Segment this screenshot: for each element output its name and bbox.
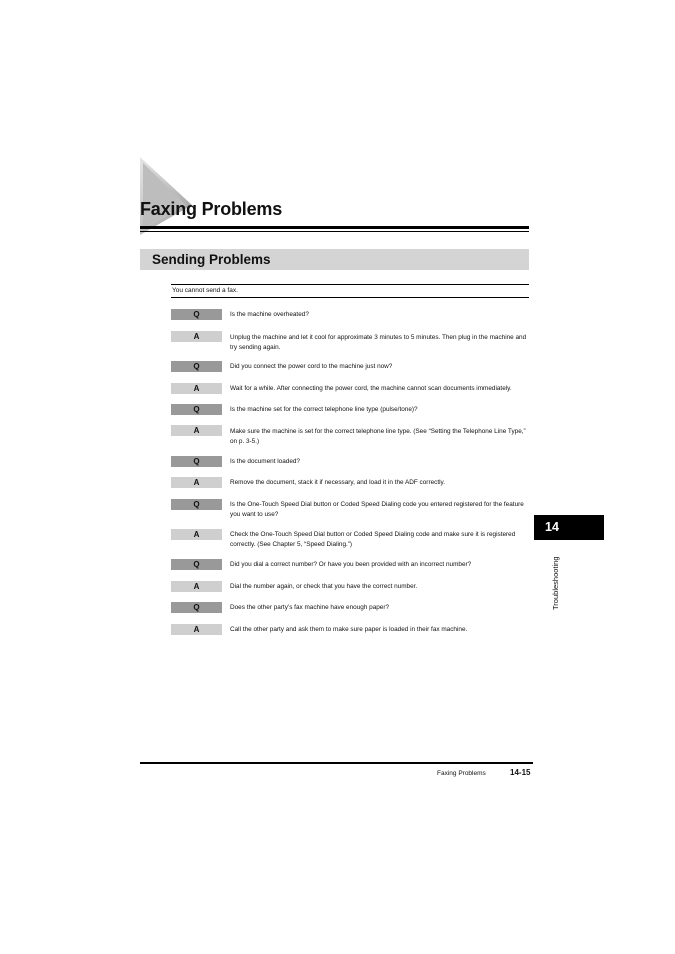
answer-label: A — [171, 477, 222, 488]
title-rule-thick — [140, 226, 529, 229]
title-rule-thin — [140, 231, 529, 232]
footer-page-number: 14-15 — [510, 768, 531, 777]
answer-label: A — [171, 383, 222, 394]
answer-label: A — [171, 529, 222, 540]
problem-rule-top — [171, 284, 529, 285]
answer-text: Check the One-Touch Speed Dial button or Coded Speed Dialing code and make sure it is registered correctly. (See Chapter 5, “Speed Dialing.”) — [230, 531, 516, 548]
chapter-side-label: Troubleshooting — [551, 556, 560, 610]
question-label: Q — [171, 361, 222, 372]
question-text: Does the other party’s fax machine have enough paper? — [230, 604, 390, 611]
answer-label: A — [171, 425, 222, 436]
footer-section-name: Faxing Problems — [437, 770, 486, 777]
answer-text: Call the other party and ask them to make sure paper is loaded in their fax machine. — [230, 626, 468, 633]
question-label: Q — [171, 309, 222, 320]
question-text: Is the machine set for the correct telephone line type (pulse/tone)? — [230, 406, 418, 413]
question-label: Q — [171, 456, 222, 467]
problem-statement: You cannot send a fax. — [172, 287, 238, 294]
question-text: Did you dial a correct number? Or have you been provided with an incorrect number? — [230, 561, 472, 568]
question-label: Q — [171, 499, 222, 510]
answer-text: Make sure the machine is set for the correct telephone line type. (See “Setting the Telephone Line Type,” on p. 3-5.) — [230, 428, 526, 445]
answer-text: Remove the document, stack it if necessary, and load it in the ADF correctly. — [230, 479, 446, 486]
answer-label: A — [171, 624, 222, 635]
question-text: Is the machine overheated? — [230, 311, 309, 318]
page-title: Faxing Problems — [140, 199, 283, 219]
question-label: Q — [171, 602, 222, 613]
problem-rule-bottom — [171, 297, 529, 298]
section-title: Sending Problems — [152, 252, 271, 267]
question-text: Is the One-Touch Speed Dial button or Coded Speed Dialing code you entered registered for the feature you want to use? — [230, 501, 524, 518]
answer-text: Dial the number again, or check that you have the correct number. — [230, 583, 418, 590]
chapter-number-tab: 14 — [534, 515, 604, 540]
question-label: Q — [171, 404, 222, 415]
question-text: Is the document loaded? — [230, 458, 300, 465]
corner-triangle-graphic — [140, 157, 192, 235]
question-label: Q — [171, 559, 222, 570]
answer-label: A — [171, 581, 222, 592]
question-text: Did you connect the power cord to the machine just now? — [230, 363, 393, 370]
footer-rule — [140, 762, 533, 764]
answer-text: Unplug the machine and let it cool for approximate 3 minutes to 5 minutes. Then plug in the machine and try sending again. — [230, 334, 527, 351]
answer-label: A — [171, 331, 222, 342]
answer-text: Wait for a while. After connecting the power cord, the machine cannot scan documents immediately. — [230, 385, 512, 392]
